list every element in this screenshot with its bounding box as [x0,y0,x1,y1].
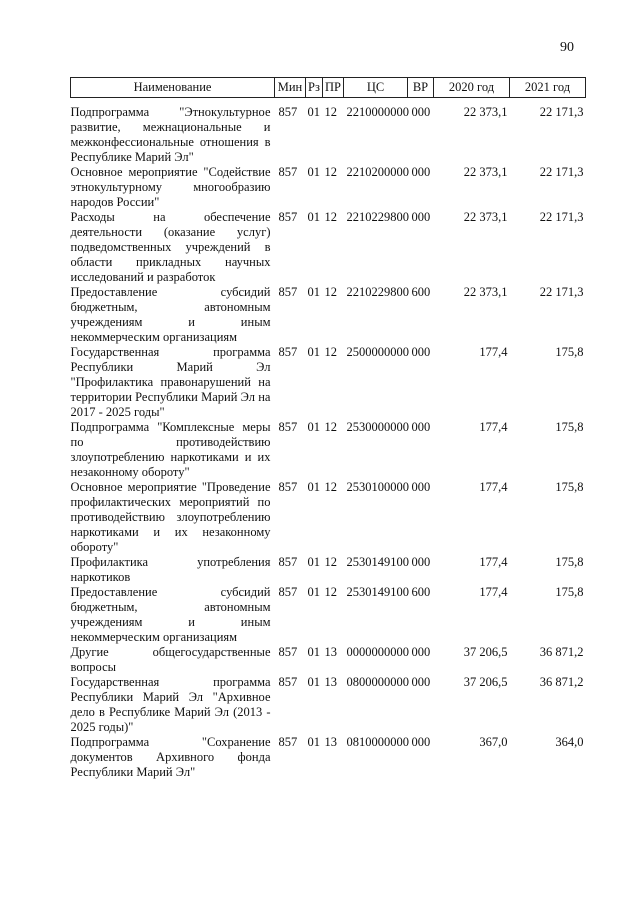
row-2021: 175,8 [555,345,584,359]
row-cs: 2500000000 [346,345,409,359]
row-pr: 12 [324,585,337,599]
row-2021: 364,0 [555,735,584,749]
row-pr: 12 [324,345,337,359]
row-rz: 01 [307,420,320,434]
row-2020: 177,4 [479,555,508,569]
header-min: Мин [275,78,306,98]
table-row [71,585,586,645]
row-vr: 000 [411,480,431,494]
row-cs: 2210229800 [346,285,409,299]
table-row [71,345,586,420]
row-pr: 12 [324,285,337,299]
row-name: Другие общегосударственные вопросы [70,645,271,674]
table-row [71,555,586,585]
row-rz: 01 [307,165,320,179]
row-cs: 2210000000 [346,105,409,119]
header-year-2021: 2021 год [510,78,586,98]
row-rz: 01 [307,285,320,299]
row-vr: 000 [411,645,431,659]
row-2020: 37 206,5 [463,645,508,659]
row-2021: 36 871,2 [539,645,584,659]
row-pr: 12 [324,165,337,179]
row-min: 857 [278,585,298,599]
row-vr: 000 [411,210,431,224]
row-cs: 2210200000 [346,165,409,179]
row-rz: 01 [307,210,320,224]
row-rz: 01 [307,585,320,599]
row-name: Государственная программа Республики Марий Эл "Профилактика правонарушений на территории Республики Марий Эл на 2017 - 2025 годы" [70,345,271,419]
row-name: Основное мероприятие "Проведение профилактических мероприятий по противодействию злоупотреблению наркотиками и их незаконному обороту" [70,480,271,554]
table-row [71,210,586,285]
row-2021: 22 171,3 [539,165,584,179]
table-row [71,480,586,555]
page-number: 90 [560,40,574,55]
row-2021: 22 171,3 [539,210,584,224]
row-2021: 175,8 [555,585,584,599]
row-pr: 12 [324,210,337,224]
header-vr: ВР [408,78,434,98]
row-vr: 000 [411,345,431,359]
row-2020: 22 373,1 [463,210,508,224]
row-min: 857 [278,645,298,659]
table-row [71,285,586,345]
row-name: Подпрограмма "Этнокультурное развитие, межнациональные и межконфессиональные отношения в Республике Марий Эл" [70,105,271,164]
row-pr: 13 [324,735,337,749]
row-vr: 000 [411,735,431,749]
header-pr: ПР [323,78,344,98]
table-header [71,78,586,98]
row-pr: 13 [324,645,337,659]
row-2020: 22 373,1 [463,105,508,119]
row-2020: 177,4 [479,345,508,359]
row-pr: 12 [324,480,337,494]
row-min: 857 [278,675,298,689]
row-min: 857 [278,345,298,359]
row-min: 857 [278,735,298,749]
header-rz: Рз [306,78,323,98]
row-vr: 000 [411,555,431,569]
table-row [71,675,586,735]
row-name: Подпрограмма "Сохранение документов Архивного фонда Республики Марий Эл" [70,735,271,779]
row-cs: 0800000000 [346,675,409,689]
row-name: Подпрограмма "Комплексные меры по противодействию злоупотреблению наркотиками и их незаконному обороту" [70,420,271,479]
row-pr: 12 [324,420,337,434]
row-vr: 000 [411,105,431,119]
row-name: Предоставление субсидий бюджетным, автономным учреждениям и иным некоммерческим организациям [70,285,271,344]
row-2021: 175,8 [555,555,584,569]
row-name: Основное мероприятие "Содействие этнокультурному многообразию народов России" [70,165,271,209]
row-rz: 01 [307,645,320,659]
table-row [71,98,586,166]
row-2020: 177,4 [479,420,508,434]
budget-table [70,77,586,780]
header-cs: ЦС [344,78,408,98]
header-year-2020: 2020 год [434,78,510,98]
row-min: 857 [278,480,298,494]
row-name: Государственная программа Республики Марий Эл "Архивное дело в Республике Марий Эл (2013 - 2025 годы)" [70,675,271,734]
row-2020: 367,0 [479,735,508,749]
header-name: Наименование [71,78,275,98]
row-2021: 175,8 [555,480,584,494]
row-pr: 13 [324,675,337,689]
row-cs: 2530000000 [346,420,409,434]
row-2020: 177,4 [479,585,508,599]
row-vr: 000 [411,420,431,434]
row-rz: 01 [307,480,320,494]
row-name: Расходы на обеспечение деятельности (оказание услуг) подведомственных учреждений в области прикладных научных исследований и разработок [70,210,271,284]
row-cs: 2530100000 [346,480,409,494]
table-row [71,165,586,210]
table-row [71,735,586,780]
row-rz: 01 [307,555,320,569]
table-body [71,98,586,781]
row-2021: 22 171,3 [539,285,584,299]
row-2021: 175,8 [555,420,584,434]
row-cs: 2530149100 [346,585,409,599]
row-cs: 0000000000 [346,645,409,659]
row-rz: 01 [307,675,320,689]
row-min: 857 [278,420,298,434]
row-vr: 600 [411,285,431,299]
row-vr: 000 [411,165,431,179]
row-2020: 22 373,1 [463,285,508,299]
row-cs: 0810000000 [346,735,409,749]
row-2020: 37 206,5 [463,675,508,689]
row-min: 857 [278,285,298,299]
row-2021: 22 171,3 [539,105,584,119]
row-2020: 177,4 [479,480,508,494]
row-name: Предоставление субсидий бюджетным, автономным учреждениям и иным некоммерческим организациям [70,585,271,644]
row-min: 857 [278,210,298,224]
row-cs: 2530149100 [346,555,409,569]
row-2020: 22 373,1 [463,165,508,179]
row-vr: 600 [411,585,431,599]
row-vr: 000 [411,675,431,689]
row-pr: 12 [324,105,337,119]
table-row [71,420,586,480]
row-name: Профилактика употребления наркотиков [70,555,271,584]
row-rz: 01 [307,735,320,749]
row-min: 857 [278,105,298,119]
row-min: 857 [278,165,298,179]
table-row [71,645,586,675]
row-cs: 2210229800 [346,210,409,224]
row-2021: 36 871,2 [539,675,584,689]
row-min: 857 [278,555,298,569]
row-rz: 01 [307,345,320,359]
row-pr: 12 [324,555,337,569]
row-rz: 01 [307,105,320,119]
